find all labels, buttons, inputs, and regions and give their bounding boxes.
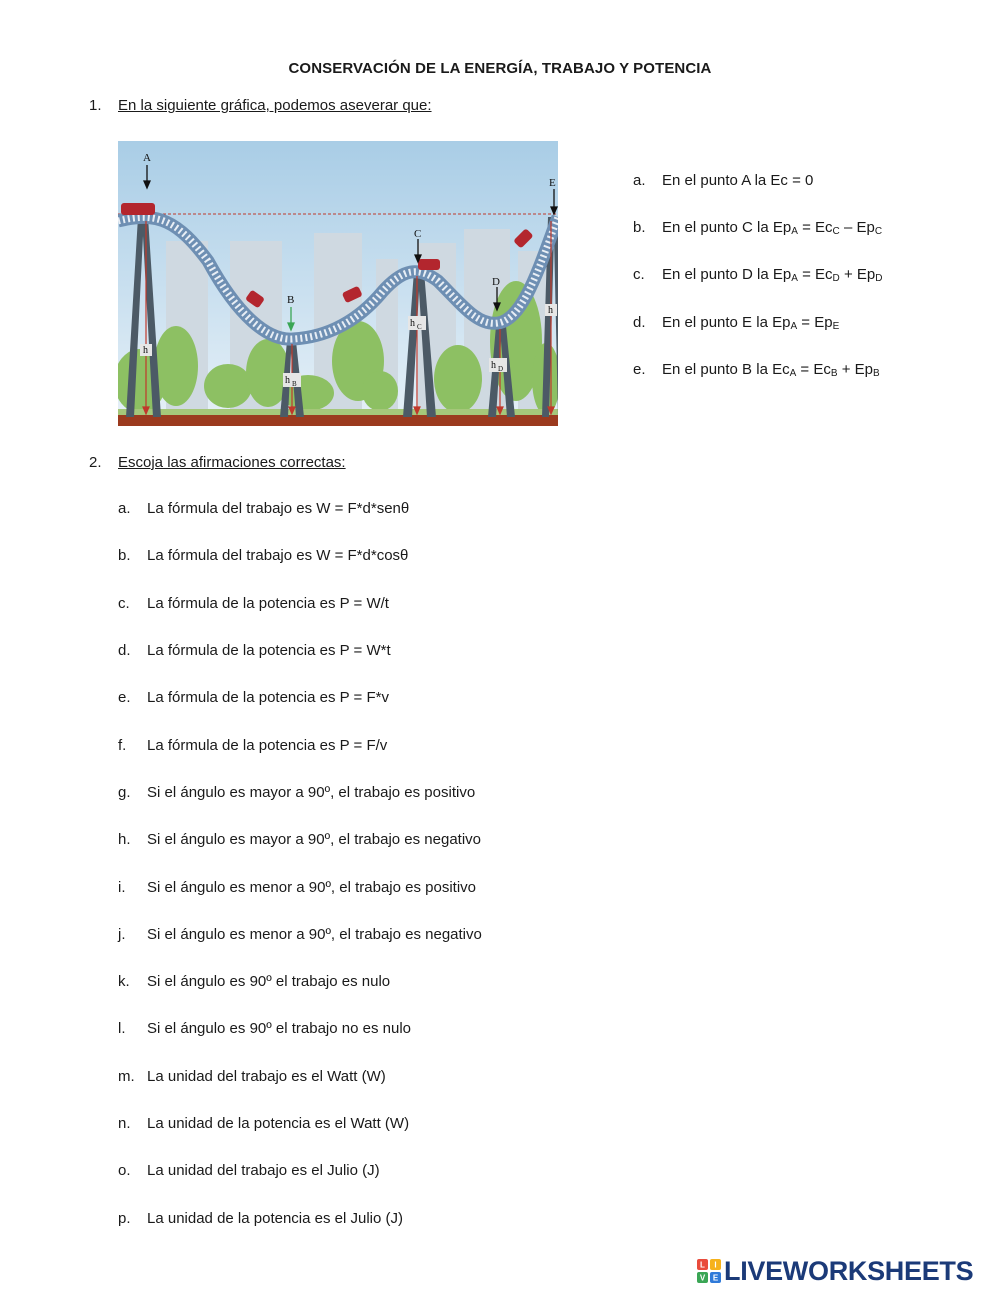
question-2-number: 2. — [89, 454, 102, 471]
svg-text:L: L — [700, 1260, 705, 1270]
point-label-b: B — [287, 294, 295, 306]
height-label-c: h — [410, 318, 415, 329]
point-label-c: C — [414, 228, 422, 240]
logo-text: LIVEWORKSHEETS — [724, 1255, 974, 1286]
height-label-c-sub: C — [417, 323, 422, 331]
height-label-b-sub: B — [292, 380, 297, 388]
point-label-e: E — [549, 177, 556, 189]
point-label-d: D — [492, 276, 500, 288]
svg-text:V: V — [699, 1273, 706, 1283]
question-2-prompt: Escoja las afirmaciones correctas: — [118, 454, 346, 471]
worksheet-title: CONSERVACIÓN DE LA ENERGÍA, TRABAJO Y POTENCIA — [288, 60, 712, 77]
height-label-a: h — [143, 345, 148, 356]
liveworksheets-logo[interactable] — [697, 1254, 973, 1288]
height-label-d: h — [491, 360, 496, 371]
height-label-b: h — [285, 375, 290, 386]
height-label-e: h — [548, 305, 553, 316]
point-label-a: A — [143, 152, 151, 164]
logo-tiles-icon — [697, 1259, 721, 1283]
svg-text:E: E — [712, 1273, 719, 1283]
height-label-d-sub: D — [498, 365, 504, 373]
roller-coaster-figure — [118, 141, 558, 426]
svg-text:I: I — [714, 1260, 717, 1270]
question-1-number: 1. — [89, 97, 102, 114]
question-1-prompt: En la siguiente gráfica, podemos aseverar que: — [118, 97, 432, 114]
